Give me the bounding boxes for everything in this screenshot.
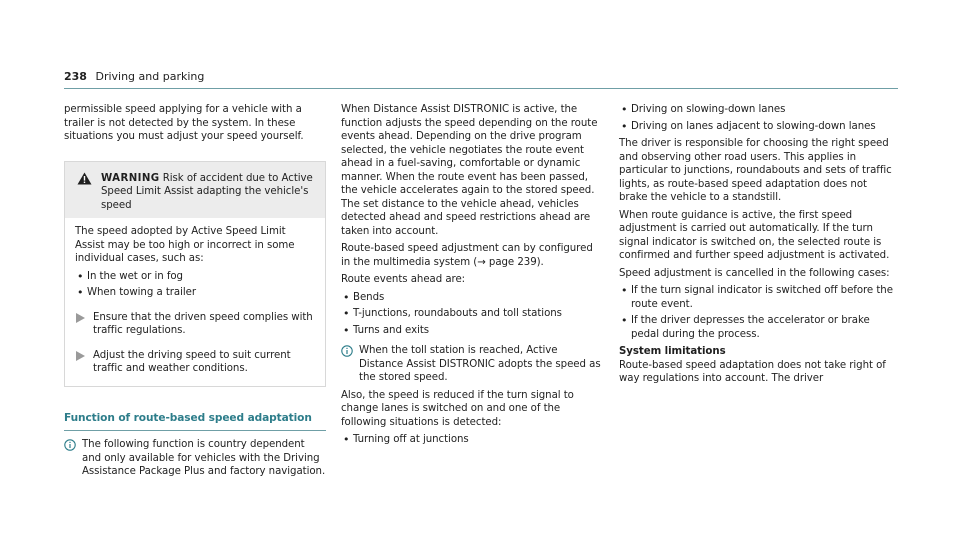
column-1	[64, 103, 326, 483]
paragraph: Route-based speed adaptation does not take right of way regulations into account. The driver	[619, 359, 886, 384]
list-item: • If the driver depresses the accelerator or brake pedal during the process.	[619, 314, 897, 341]
paragraph: permissible speed applying for a vehicle with a trailer is not detected by the system. In these situations you must adjust your speed yourself.	[64, 104, 304, 142]
list-item: • Turning off at junctions	[341, 433, 604, 447]
list-item: • Turns and exits	[341, 324, 604, 338]
action-step	[75, 349, 315, 376]
situations-list-cont	[619, 103, 897, 133]
arrow-icon	[76, 351, 85, 366]
list-item: • Driving on lanes adjacent to slowing-down lanes	[619, 120, 897, 134]
list-item: • When towing a trailer	[75, 286, 315, 300]
warning-list	[75, 270, 315, 300]
note	[341, 344, 604, 385]
page-header	[64, 70, 204, 83]
warning-triangle-icon	[77, 172, 92, 190]
warning-label: WARNING	[101, 172, 160, 184]
page-number: 238	[64, 70, 87, 83]
column-2	[341, 103, 604, 451]
paragraph: Speed adjustment is cancelled in the following cases:	[619, 267, 890, 279]
arrow-icon	[76, 313, 85, 328]
note-text: When the toll station is reached, Active Distance Assist DISTRONIC adopts the speed as the stored speed.	[359, 345, 601, 383]
header-rule	[64, 88, 898, 89]
info-icon	[341, 345, 353, 362]
warning-text: The speed adopted by Active Speed Limit Assist may be too high or incorrect in some individual cases, such as:	[75, 226, 295, 264]
warning-title: Risk of accident due to Active Speed Limit Assist adapting the vehicle's speed	[101, 172, 313, 211]
list-item: • If the turn signal indicator is switched off before the route event.	[619, 284, 897, 311]
column-3	[619, 103, 897, 390]
warning-box	[64, 161, 326, 387]
list-item: • Driving on slowing-down lanes	[619, 103, 897, 117]
warning-header	[65, 162, 325, 219]
subheading: System limitations	[619, 346, 726, 357]
list-item: • In the wet or in fog	[75, 270, 315, 284]
route-events-list	[341, 291, 604, 338]
paragraph: Route-based speed adjustment can by configured in the multimedia system (→ page 239).	[341, 243, 593, 268]
info-icon	[64, 439, 76, 456]
list-item: • Bends	[341, 291, 604, 305]
section-title: Function of route-based speed adaptation	[64, 412, 326, 432]
paragraph: The driver is responsible for choosing the right speed and observing other road users. This applies in particular to junctions, roundabouts and sets of traffic lights, as route-based speed adaptation does not brake the vehicle to a standstill.	[619, 138, 892, 203]
note	[64, 438, 326, 479]
note-text: The following function is country dependent and only available for vehicles with the Driving Assistance Package Plus and factory navigation.	[82, 439, 326, 477]
situations-list	[341, 433, 604, 447]
chapter-title: Driving and parking	[95, 70, 205, 83]
cancel-cases-list	[619, 284, 897, 341]
step-text: Adjust the driving speed to suit current traffic and weather conditions.	[93, 349, 291, 374]
paragraph: When Distance Assist DISTRONIC is active, the function adjusts the speed depending on the route events ahead. Depending on the drive program selected, the vehicle negotiates the route event ahead in a fuel-saving, comfortable or dynamic manner. When the route event has been passed, the vehicle accelerates again to the stored speed. The set distance to the vehicle ahead, vehicles detected ahead and speed restrictions ahead are taken into account.	[341, 104, 598, 237]
step-text: Ensure that the driven speed complies with traffic regulations.	[93, 311, 313, 336]
action-step	[75, 311, 315, 338]
paragraph: Route events ahead are:	[341, 274, 466, 285]
paragraph: Also, the speed is reduced if the turn signal to change lanes is switched on and one of the following situations is detected:	[341, 389, 574, 428]
list-item: • T-junctions, roundabouts and toll stations	[341, 307, 604, 321]
warning-body	[65, 218, 325, 386]
paragraph: When route guidance is active, the first speed adjustment is carried out automatically. If the turn signal indicator is switched on, the selected route is confirmed and further speed adjustment is activated.	[619, 209, 890, 261]
